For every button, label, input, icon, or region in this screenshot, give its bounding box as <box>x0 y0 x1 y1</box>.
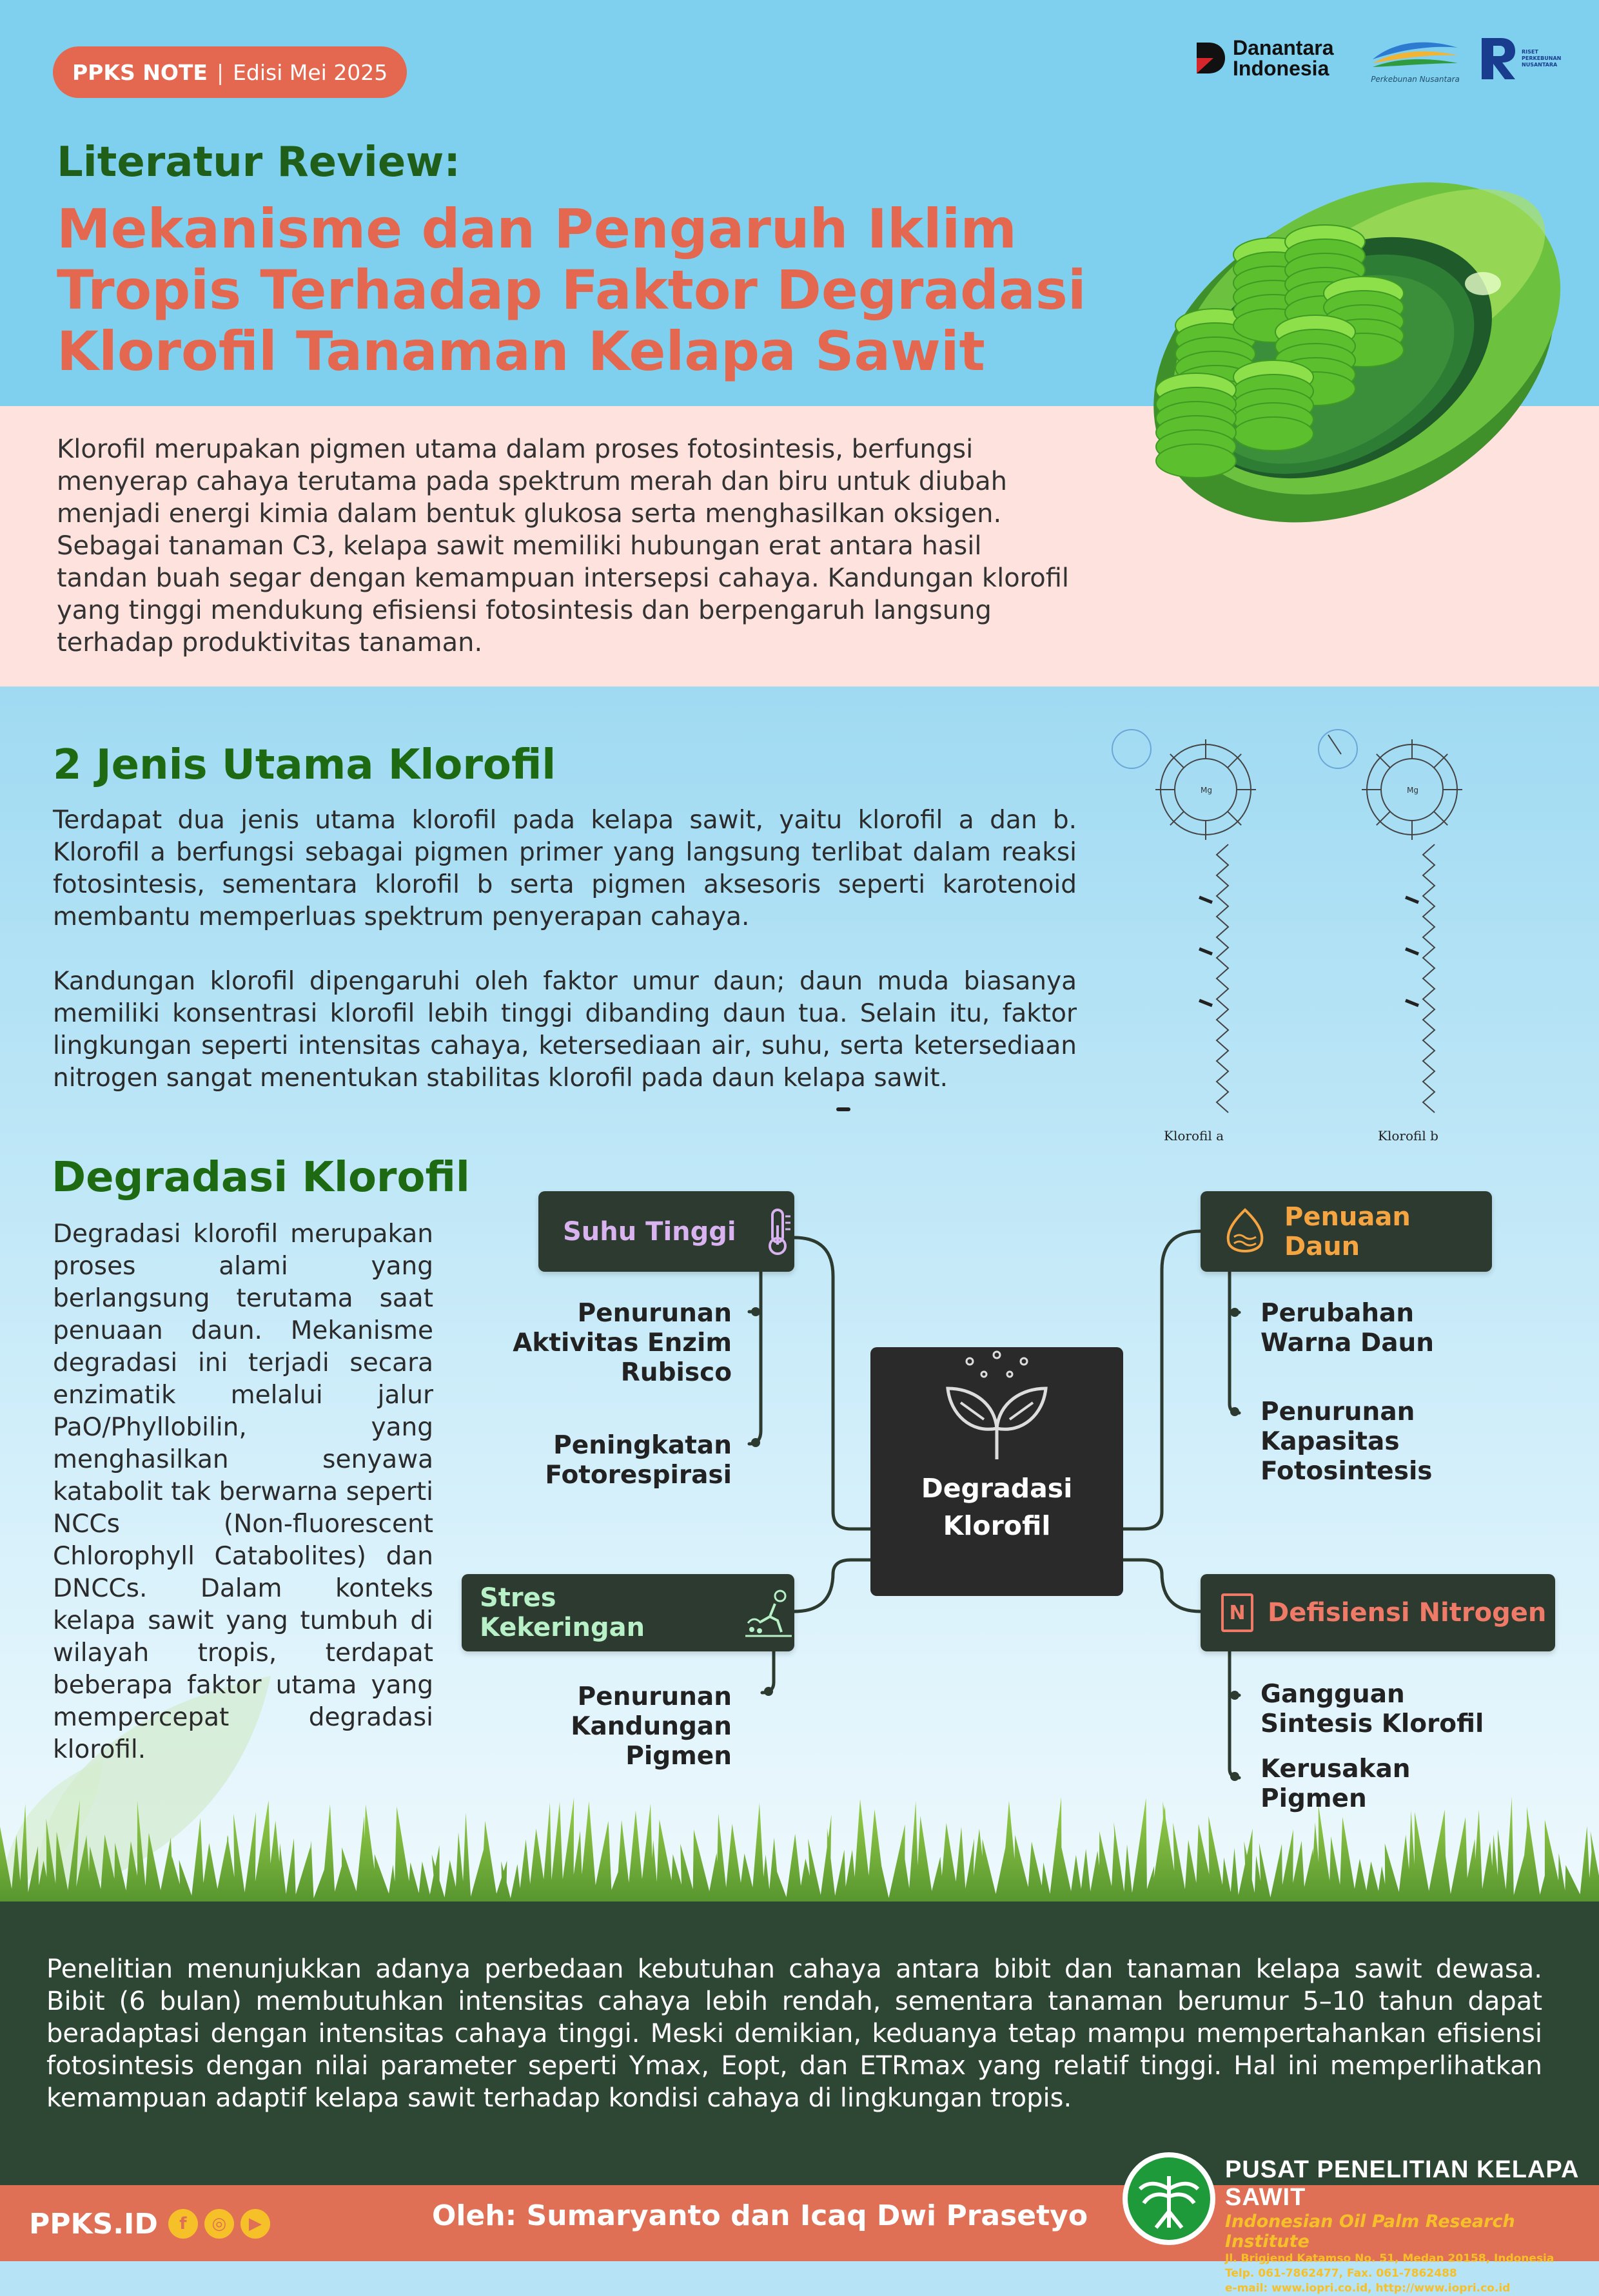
research-paragraph: Penelitian menunjukkan adanya perbedaan kebutuhan cahaya antara bibit dan tanaman kelapa sawit dewasa. Bibit (6 bulan) membutuhkan intensitas cahaya lebih rendah, sementara tanaman berumur 5–10 tahun dapat beradaptasi dengan intensitas cahaya tinggi. Meski demikian, keduanya tetap mampu mempertahankan efisiensi fotosintesis dengan nilai parameter seperti Ymax, Eopt, dan ETRmax yang relatif tinggi. Hal ini memperlihatkan kemampuan adaptif kelapa sawit terhadap kondisi cahaya di lingkungan tropis. <box>46 1954 1542 2113</box>
danantara-country: Indonesia <box>1233 57 1329 80</box>
node-stres-kekeringan <box>462 1574 794 1651</box>
node-penuaan-daun-label: Penuaan Daun <box>1284 1202 1411 1261</box>
danantara-name: Danantara <box>1233 36 1334 59</box>
svg-text:Mg: Mg <box>1407 786 1418 795</box>
node-stres-kekeringan-label: Stres Kekeringan <box>480 1583 645 1642</box>
danantara-logo <box>1194 37 1334 79</box>
leaf-sintesis-klorofil: Gangguan Sintesis Klorofil <box>1261 1680 1484 1738</box>
iopri-logo-icon <box>1121 2150 1217 2247</box>
leaf-kerusakan-pigmen: Kerusakan Pigmen <box>1261 1755 1411 1813</box>
pill-separator: | <box>216 59 224 85</box>
leaf-warna-daun: Perubahan Warna Daun <box>1261 1299 1435 1357</box>
text-cursor-mark <box>836 1107 850 1111</box>
node-penuaan-daun <box>1201 1191 1492 1272</box>
degradation-paragraph: Degradasi klorofil merupakan proses alami yang berlangsung terutama saat penuaan daun. Mekanisme degradasi ini terjadi secara enzimatik melalui jalur PaO/Phyllobilin, yang menghasilkan senyawa katabolit tak berwarna seperti NCCs (Non-fluorescent Chlorophyll Catabolites) dan DNCCs. Dalam konteks kelapa sawit yang tumbuh di wilayah tropis, terdapat beberapa faktor utama yang mempercepat degradasi klorofil. <box>53 1220 433 1764</box>
thermometer-icon <box>762 1206 794 1258</box>
title-line: Tropis Terhadap Faktor Degradasi <box>57 258 1086 322</box>
chlorophyll-a-label: Klorofil a <box>1164 1128 1224 1143</box>
center-node-degradasi <box>870 1347 1123 1596</box>
svg-text:Mg: Mg <box>1201 786 1212 795</box>
facebook-icon[interactable]: f <box>168 2209 198 2239</box>
center-label-line1: Degradasi <box>921 1473 1073 1504</box>
institute-phone: Telp. 061-7862477, Fax. 061-7862488 <box>1225 2267 1457 2280</box>
sprout-icon <box>932 1343 1061 1466</box>
rpn-logo <box>1478 35 1560 82</box>
degradation-heading: Degradasi Klorofil <box>52 1154 470 1202</box>
institute-english-name: Indonesian Oil Palm Research Institute <box>1225 2212 1515 2252</box>
leaf-rubisco: Penurunan Aktivitas Enzim Rubisco <box>513 1299 732 1387</box>
aging-leaf-icon <box>1222 1206 1268 1258</box>
chlorophyll-b-label: Klorofil b <box>1378 1128 1438 1143</box>
rpn-text: RISET PERKEBUNAN NUSANTARA <box>1522 49 1562 68</box>
drought-icon <box>743 1587 794 1639</box>
node-defisiensi-nitrogen-label: Defisiensi Nitrogen <box>1268 1598 1547 1628</box>
institute-web: e-mail: www.iopri.co.id, http://www.iopri.co.id <box>1225 2282 1511 2295</box>
footer-site <box>29 2198 270 2250</box>
edition-label: Edisi Mei 2025 <box>233 59 388 85</box>
rpn-mark-icon <box>1478 35 1518 82</box>
types-heading: 2 Jenis Utama Klorofil <box>53 741 556 789</box>
institute-address: Jl. Brigjend Katamso No. 51, Medan 20158, Indonesia <box>1225 2252 1555 2265</box>
types-paragraph-2: Kandungan klorofil dipengaruhi oleh faktor umur daun; daun muda biasanya memiliki konsentrasi klorofil lebih tinggi dibanding daun tua. Selain itu, faktor lingkungan seperti intensitas cahaya, ketersediaan air, suhu, serta ketersediaan nitrogen sangat menentukan stabilitas klorofil pada daun kelapa sawit. <box>53 967 1077 1093</box>
brand-label: PPKS NOTE <box>72 59 208 85</box>
center-label-line2: Klorofil <box>943 1510 1051 1541</box>
intro-paragraph: Klorofil merupakan pigmen utama dalam proses fotosintesis, berfungsi menyerap cahaya terutama pada spektrum merah dan biru untuk diubah menjadi energi kimia dalam bentuk glukosa serta menghasilkan oksigen. Sebagai tanaman C3, kelapa sawit memiliki hubungan erat antara hasil tandan buah segar dengan kemampuan intersepsi cahaya. Kandungan klorofil yang tinggi mendukung efisiensi fotosintesis dan berpengaruh langsung terhadap produktivitas tanaman. <box>57 434 1070 657</box>
youtube-icon[interactable]: ▶ <box>240 2209 270 2239</box>
nitrogen-icon: N <box>1221 1593 1253 1632</box>
chloroplast-illustration <box>1109 164 1599 551</box>
title-kicker: Literatur Review: <box>57 139 460 186</box>
ptpn-text: Perkebunan Nusantara <box>1371 75 1460 84</box>
node-suhu-tinggi <box>538 1191 794 1272</box>
node-suhu-tinggi-label: Suhu Tinggi <box>563 1216 736 1247</box>
title-line: Klorofil Tanaman Kelapa Sawit <box>57 320 985 383</box>
leaf-fotorespirasi: Peningkatan Fotorespirasi <box>545 1431 732 1490</box>
node-defisiensi-nitrogen <box>1201 1574 1555 1651</box>
institute-name: PUSAT PENELITIAN KELAPA SAWIT <box>1225 2156 1578 2211</box>
title-line: Mekanisme dan Pengaruh Iklim <box>57 197 1017 260</box>
chlorophyll-structures <box>1096 709 1599 1134</box>
instagram-icon[interactable]: ◎ <box>204 2209 234 2239</box>
danantara-mark-icon <box>1194 39 1226 77</box>
leaf-kapasitas-fotosintesis: Penurunan Kapasitas Fotosintesis <box>1261 1397 1433 1486</box>
ptpn-logo <box>1367 34 1464 84</box>
site-link[interactable]: PPKS.ID <box>29 2207 158 2241</box>
ptpn-wave-icon <box>1370 34 1460 72</box>
chlorophyll-b-structure <box>1319 730 1462 1113</box>
institute-block <box>1225 2156 1599 2296</box>
chlorophyll-a-structure <box>1112 730 1256 1113</box>
page-title <box>57 199 1153 382</box>
authors: Oleh: Sumaryanto dan Icaq Dwi Prasetyo <box>432 2199 1088 2232</box>
leaf-kandungan-pigmen: Penurunan Kandungan Pigmen <box>571 1682 732 1771</box>
types-paragraph-1: Terdapat dua jenis utama klorofil pada kelapa sawit, yaitu klorofil a dan b. Klorofil a berfungsi sebagai pigmen primer yang langsung terlibat dalam reaksi fotosintesis, sementara klorofil b serta pigmen aksesoris seperti karotenoid membantu memperluas spektrum penyerapan cahaya. <box>53 806 1077 931</box>
edition-pill <box>53 46 407 98</box>
